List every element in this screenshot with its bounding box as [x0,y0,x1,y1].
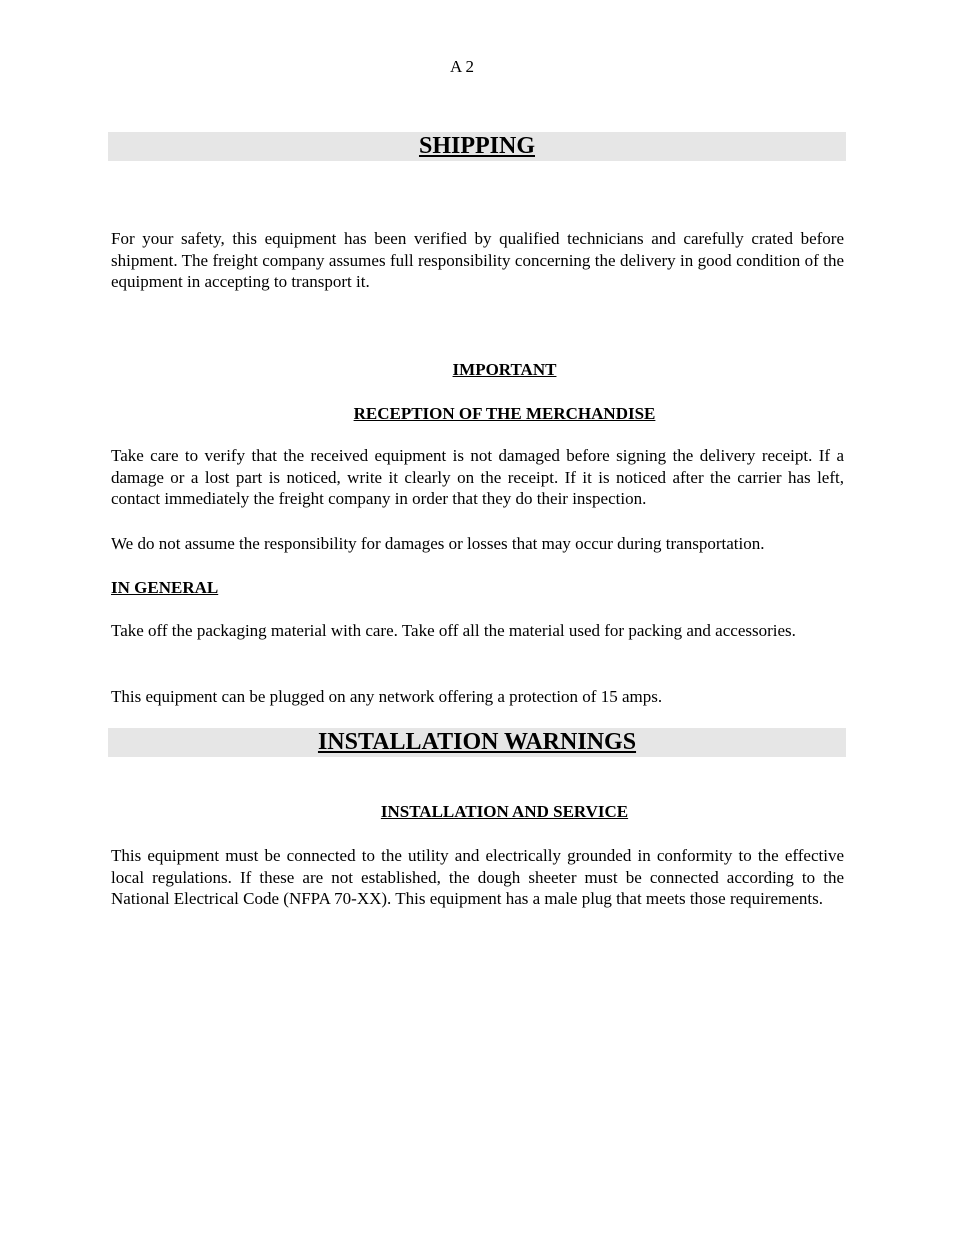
installation-title: INSTALLATION WARNINGS [317,729,637,755]
installation-section-bar [108,728,846,757]
shipping-section-bar [108,132,846,161]
shipping-title: SHIPPING [418,133,535,159]
service-heading: INSTALLATION AND SERVICE [380,802,629,821]
general-paragraph: Take off the packaging material with care. Take off all the material used for packing and accessories. [111,621,796,640]
page-number: A 2 [449,57,475,76]
reception-heading: RECEPTION OF THE MERCHANDISE [353,404,656,423]
shipping-intro-paragraph: For your safety, this equipment has been verified by qualified technicians and carefully crated before shipment. The freight company assumes full responsibility concerning the delivery in good condition of the equipment in accepting to transport it. [111,229,844,292]
network-paragraph: This equipment can be plugged on any network offering a protection of 15 amps. [111,687,663,706]
reception-paragraph: Take care to verify that the received equipment is not damaged before signing the delivery receipt. If a damage or a lost part is noticed, write it clearly on the receipt. If it is noticed after the carrier has left, contact immediately the freight company in order that they do their inspection. [111,446,844,509]
general-heading: IN GENERAL [111,578,219,597]
service-paragraph: This equipment must be connected to the utility and electrically grounded in conformity to the effective local regulations. If these are not established, the dough sheeter must be connected according to the National Electrical Code (NFPA 70-XX). This equipment has a male plug that meets those requirements. [111,846,844,909]
important-heading: IMPORTANT [452,360,557,379]
responsibility-paragraph: We do not assume the responsibility for damages or losses that may occur during transportation. [111,534,765,553]
